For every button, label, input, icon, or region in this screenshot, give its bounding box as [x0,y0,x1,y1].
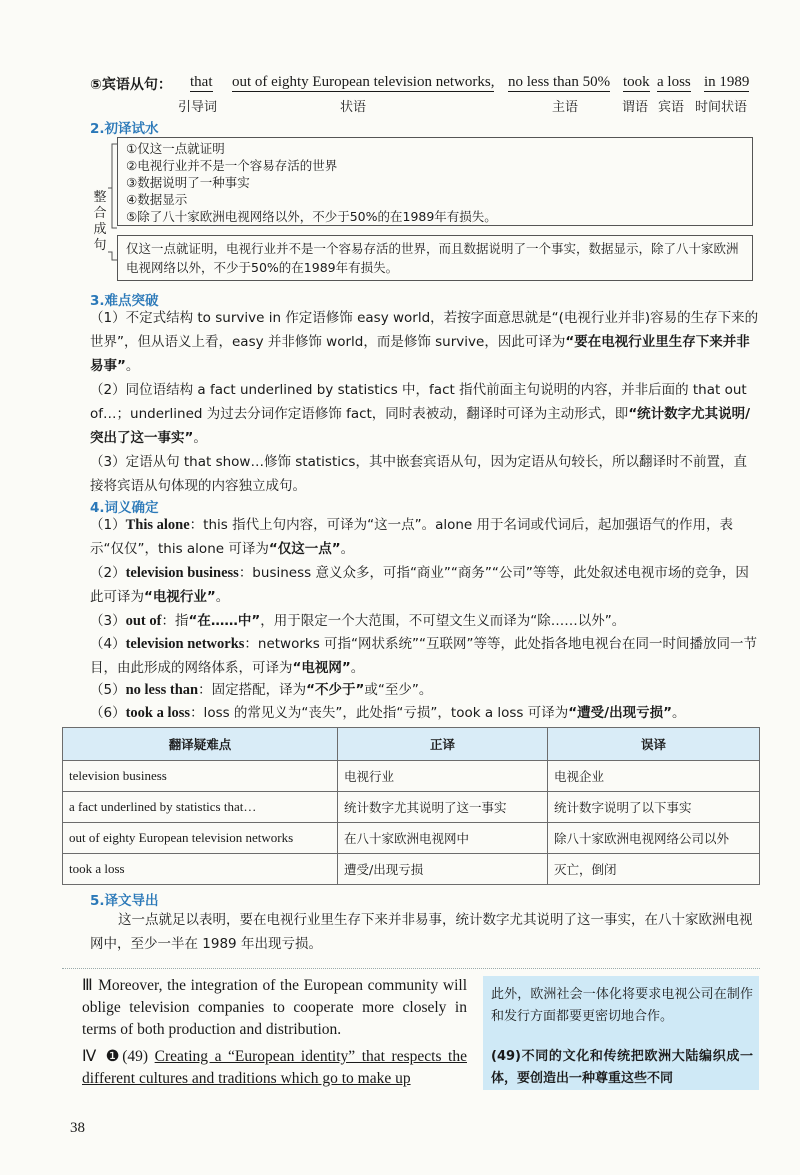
segment-subject: no less than 50% [508,74,611,90]
sentence-structure [90,72,770,116]
caption-predicate: 谓语 [622,100,649,115]
segment-predicate: took [623,74,650,90]
caption-object: 宾语 [658,100,685,115]
translation-table [62,727,760,885]
divider [62,968,760,969]
step3-p3: （3）定语从句 that show…修饰 statistics，其中嵌套宾语从句，因为定语从句较长，所以翻译时不前置，直接将宾语从句体现的内容独立成句。 [90,454,747,494]
step5-text: 这一点就足以表明，要在电视行业里生存下来并非易事，统计数字尤其说明了这一事实，在八十家欧洲电视网中，至少一半在 1989 年出现亏损。 [90,912,753,952]
caption-time: 时间状语 [695,100,748,115]
table-cell: television business [63,761,338,792]
table-header-row [63,728,760,761]
step4-title: 4.词义确定 [90,500,159,516]
translation-sidebox [483,976,759,1090]
segment-adverbial: out of eighty European television networks, [232,74,495,90]
table-cell: 除八十家欧洲电视网络公司以外 [548,823,760,854]
passage-paragraph-3: Ⅲ Moreover, the integration of the European community will oblige television companies to cooperate more closely in terms of both production and distribution. [82,977,467,1038]
table-row [63,823,760,854]
segment-time: in 1989 [704,74,750,90]
side-translation-49: (49)不同的文化和传统把欧洲大陆编织成一体，要创造出一种尊重这些不同 [491,1049,753,1086]
table-row [63,761,760,792]
step3-p1: （1）不定式结构 to survive in 作定语修饰 easy world，若按字面意思就是“(电视行业并非)容易的生存下来的世界”，但从语义上看，easy 并非修饰 world，而是修饰 survive，因此可译为“要在电视行业里生存下来并非易事”。 [90,310,759,374]
step4-item-3: （3）out of：指“在……中”，用于限定一个大范围，不可望文生义而译为“除……以外”。 [90,613,626,629]
step2-item: ②电视行业并不是一个容易存活的世界 [126,158,338,173]
table-cell: 统计数字尤其说明了这一事实 [338,792,548,823]
table-cell: out of eighty European television networks [63,823,338,854]
step4-item-1: （1）This alone：this 指代上句内容，可译为“这一点”。alone 用于名词或代词后，起加强语气的作用，表示“仅仅”，this alone 可译为“仅这一点”。 [90,517,734,557]
table-cell: 遭受/出现亏损 [338,854,548,885]
integrate-label: 整合成句 [93,190,107,253]
step2-items-box [117,137,753,226]
step2-item: ⑤除了八十家欧洲电视网络以外，不少于50%的在1989年有损失。 [126,209,497,224]
step2-combined-box: 仅这一点就证明，电视行业并不是一个容易存活的世界，而且数据说明了一个事实，数据显示，除了八十家欧洲电视网络以外，不少于50%的在1989年有损失。 [117,235,753,281]
step5-title: 5.译文导出 [90,893,159,909]
table-row [63,792,760,823]
step2-title: 2.初译试水 [90,121,159,137]
structure-label: ⑤宾语从句： [90,77,172,93]
step4-item-4: （4）television networks：networks 可指“网状系统”“互联网”等等，此处指各地电视台在同一时间播放同一节目，由此形成的网络体系，可译为“电视网”。 [90,636,758,676]
caption-adverbial: 状语 [340,100,367,115]
passage-paragraph-4: Ⅳ ❶(49) Creating a “European identity” that respects the different cultures and traditions which go to make up [82,1048,467,1087]
table-cell: 灭亡，倒闭 [548,854,760,885]
step2-item: ①仅这一点就证明 [126,141,225,156]
header-wrong: 误译 [548,728,760,761]
table-cell: a fact underlined by statistics that… [63,792,338,823]
step3-title: 3.难点突破 [90,293,159,309]
step4-item-2: （2）television business：business 意义众多，可指“商业”“商务”“公司”等等，此处叙述电视市场的竞争，因此可译为“电视行业”。 [90,565,749,605]
table-cell: 在八十家欧洲电视网中 [338,823,548,854]
segment-that: that [190,74,213,90]
page-number: 38 [70,1120,85,1136]
step2-item: ③数据说明了一种事实 [126,175,250,190]
step3-p2: （2）同位语结构 a fact underlined by statistics 中，fact 指代前面主句说明的内容，并非后面的 that out of…；underlined 为过去分词作定语修饰 fact，同时表被动，翻译时可译为主动形式，即“统计数字尤其说明/突出了这一事实”。 [90,382,751,446]
segment-object: a loss [657,74,691,90]
step4-item-5: （5）no less than：固定搭配，译为“不少于”或“至少”。 [90,682,433,698]
header-difficulty: 翻译疑难点 [63,728,338,761]
caption-subject: 主语 [552,100,579,115]
step4-item-6: （6）took a loss：loss 的常见义为“丧失”，此处指“亏损”，took a loss 可译为“遭受/出现亏损”。 [90,705,686,721]
side-translation: 此外，欧洲社会一体化将要求电视公司在制作和发行方面都要更密切地合作。 [491,987,753,1024]
table-cell: 电视行业 [338,761,548,792]
caption-that: 引导词 [178,100,218,115]
table-cell: 电视企业 [548,761,760,792]
step2-item: ④数据显示 [126,192,188,207]
table-cell: 统计数字说明了以下事实 [548,792,760,823]
table-row [63,854,760,885]
header-correct: 正译 [338,728,548,761]
table-cell: took a loss [63,854,338,885]
